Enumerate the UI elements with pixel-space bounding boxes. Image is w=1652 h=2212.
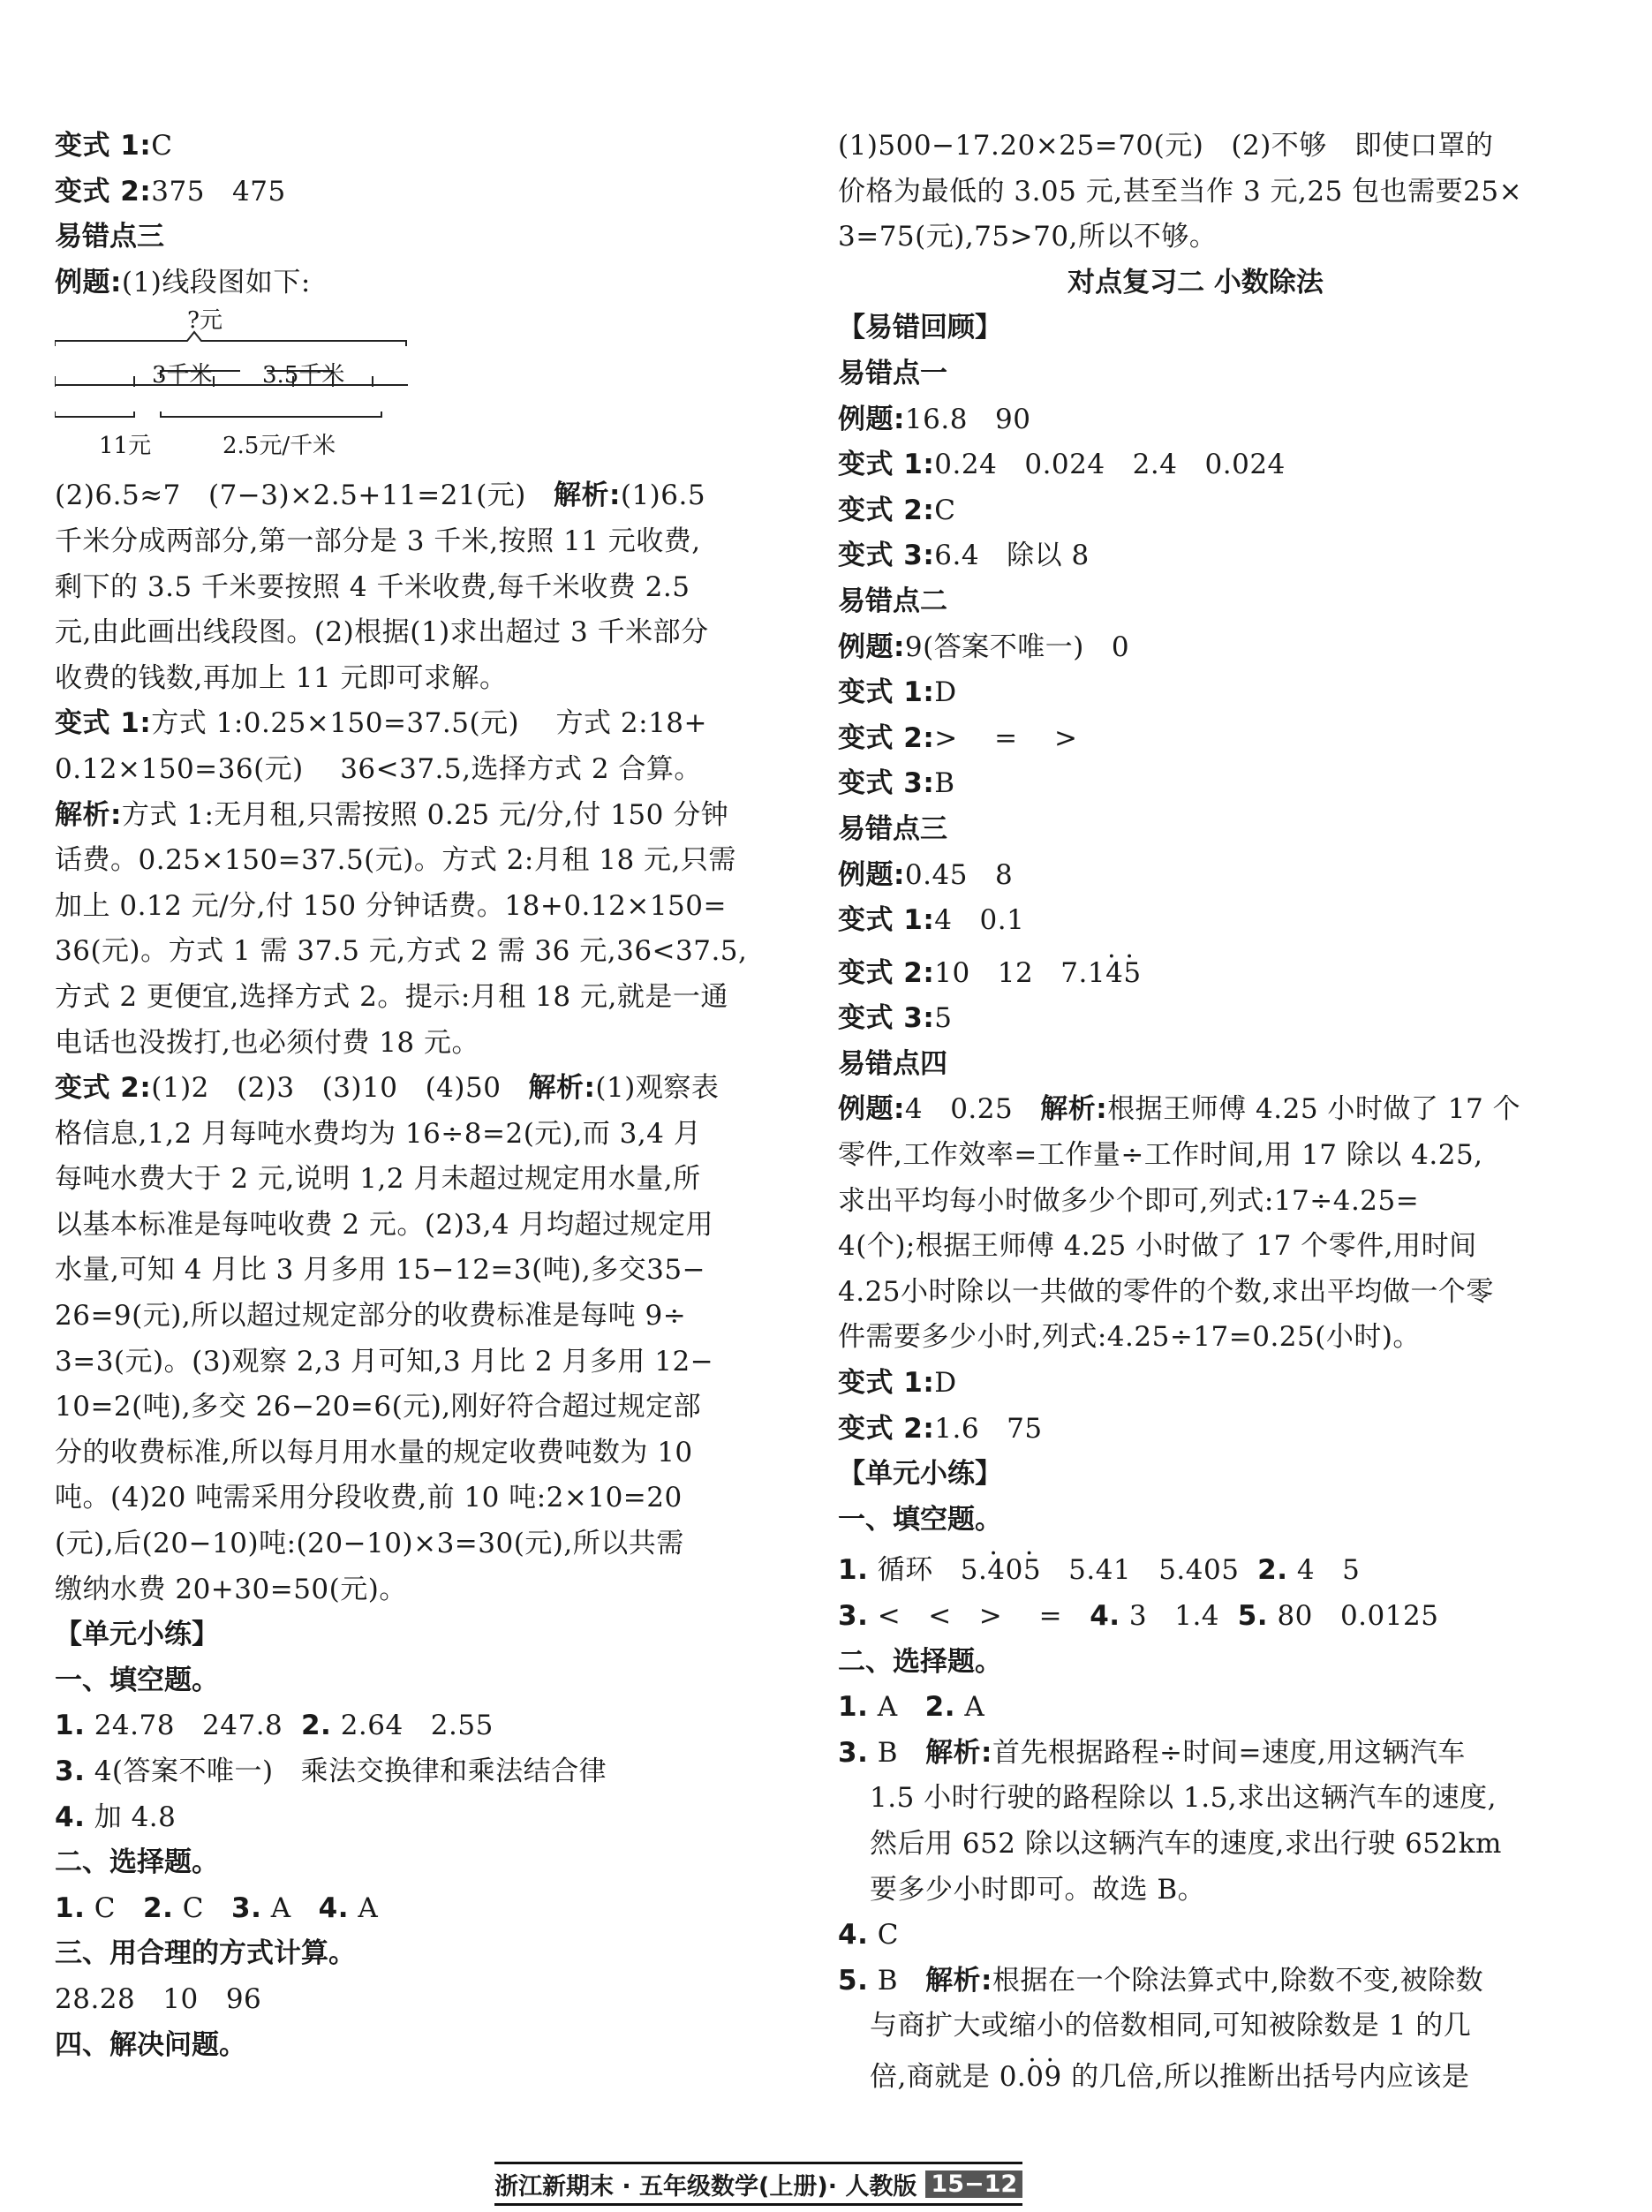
repeating-digit: · 5: [1023, 1554, 1041, 1586]
line: 千米分成两部分,第一部分是 3 千米,按照 11 元收费,: [55, 525, 701, 557]
page-footer: [494, 2162, 1022, 2206]
repeating-digit: · 9: [1045, 2061, 1062, 2093]
page-number: 15−12: [925, 2170, 1022, 2198]
line: 4.25小时除以一共做的零件的个数,求出平均做一个零: [838, 1275, 1494, 1308]
text: 根据王师傅 4.25 小时做了 17 个: [1107, 1093, 1521, 1126]
answer: D: [934, 1367, 957, 1400]
line: 缴纳水费 20+30=50(元)。: [55, 1573, 407, 1605]
line: [838, 1959, 1553, 2004]
label: 变式 1:: [55, 130, 152, 162]
line: [838, 1913, 1553, 1959]
label: 解析:: [528, 1072, 596, 1105]
line: 28.28 10 96: [55, 1982, 262, 2015]
label: 例题:: [838, 1093, 905, 1126]
text: A: [868, 1691, 925, 1724]
label: 例题:: [838, 403, 905, 435]
line: 36(元)。方式 1 需 37.5 元,方式 2 需 36 元,36<37.5,: [55, 935, 748, 968]
footer-title: 浙江新期末 · 五年级数学(上册)· 人教版: [494, 2172, 917, 2201]
answer: > = >: [934, 721, 1078, 754]
line-segment-diagram: [55, 306, 461, 473]
text: 5.41 5.405: [1041, 1554, 1258, 1587]
text: C: [85, 1891, 143, 1924]
line: [838, 1594, 1553, 1640]
num: 4.: [55, 1801, 86, 1833]
text: < < > =: [868, 1600, 1090, 1632]
label: 例题:: [55, 266, 122, 298]
line: [838, 951, 1553, 997]
section-heading: 二、选择题。: [55, 1846, 219, 1879]
line: [55, 701, 761, 747]
num: 3.: [838, 1736, 869, 1769]
text: 0: [1005, 1554, 1023, 1587]
repeating-digit: · 4: [987, 1554, 1005, 1586]
line: [838, 853, 1553, 899]
answer: D: [934, 676, 957, 709]
text: 2.64 2.55: [331, 1710, 494, 1742]
diagram-label: 2.5元/千米: [223, 433, 336, 460]
num: 5.: [838, 1964, 869, 1997]
section-heading: 一、填空题。: [55, 1664, 219, 1696]
text: A: [955, 1691, 985, 1724]
answer: B: [934, 767, 955, 800]
num: 3.: [55, 1755, 86, 1787]
answer: (1)线段图如下:: [121, 266, 311, 298]
text: 倍,商就是 0.: [870, 2060, 1027, 2093]
line: [838, 1548, 1553, 1594]
line: [838, 1361, 1553, 1407]
answer: 0.45 8: [904, 858, 1014, 891]
right-column: [838, 124, 1553, 2101]
text: 80 0.0125: [1268, 1600, 1439, 1632]
answer: 10 12 7.1: [934, 956, 1106, 989]
section-heading: 【单元小练】: [838, 1458, 1002, 1491]
repeating-digit: · 4: [1105, 957, 1123, 989]
line: [838, 397, 1553, 443]
line: [838, 996, 1553, 1042]
label: 例题:: [838, 858, 905, 891]
line: [838, 442, 1553, 488]
line: 分的收费标准,所以每月用水量的规定收费吨数为 10: [55, 1436, 693, 1468]
line: 10=2(吨),多交 26−20=6(元),刚好符合超过规定部: [55, 1391, 702, 1423]
diagram-label: 3千米: [152, 362, 213, 389]
text: (2)6.5≈7 (7−3)×2.5+11=21(元): [55, 479, 554, 512]
label: 变式 3:: [838, 767, 935, 800]
text: C: [173, 1891, 231, 1924]
line: 3=3(元)。(3)观察 2,3 月可知,3 月比 2 月多用 12−: [55, 1345, 714, 1378]
section-heading: 【单元小练】: [55, 1619, 219, 1651]
label: 例题:: [838, 630, 905, 663]
label: 变式 3:: [838, 1002, 935, 1035]
text: (1)观察表: [595, 1072, 720, 1105]
line: [55, 1795, 761, 1841]
text: 方式 1:0.25×150=37.5(元) 方式 2:18+: [151, 707, 707, 740]
line: 与商扩大或缩小的倍数相同,可知被除数是 1 的几: [870, 2010, 1472, 2042]
label: 解析:: [55, 798, 122, 831]
answer: 375 475: [151, 175, 286, 208]
answer: 0.24 0.024 2.4 0.024: [934, 449, 1286, 481]
line: 件需要多少小时,列式:4.25÷17=0.25(小时)。: [838, 1321, 1421, 1354]
line: 0.12×150=36(元) 36<37.5,选择方式 2 合算。: [55, 752, 702, 785]
line: 3=75(元),75>70,所以不够。: [838, 221, 1218, 253]
line: [838, 625, 1553, 671]
num: 2.: [924, 1691, 956, 1724]
line: 剩下的 3.5 千米要按照 4 千米收费,每千米收费 2.5: [55, 570, 690, 603]
line: [838, 1731, 1553, 1777]
line: 吨。(4)20 吨需采用分段收费,前 10 吨:2×10=20: [55, 1482, 683, 1514]
line: [838, 1685, 1553, 1731]
answer: 4 0.25: [904, 1093, 1041, 1126]
line: 要多少小时即可。故选 B。: [870, 1873, 1206, 1906]
line: 以基本标准是每吨收费 2 元。(2)3,4 月均超过规定用: [55, 1208, 713, 1241]
label: 变式 2:: [838, 1412, 935, 1445]
label: 变式 1:: [838, 904, 935, 937]
line: 26=9(元),所以超过规定部分的收费标准是每吨 9÷: [55, 1300, 687, 1332]
label: 变式 1:: [838, 449, 935, 481]
label: 变式 2:: [838, 494, 935, 526]
line: [55, 793, 761, 839]
section-heading: 二、选择题。: [838, 1645, 1002, 1678]
answer: C: [934, 494, 956, 526]
label: 变式 2:: [55, 1072, 152, 1105]
line: [55, 473, 761, 519]
answer: 16.8 90: [904, 403, 1031, 435]
repeating-digit: · 0: [1026, 2061, 1044, 2093]
line: 价格为最低的 3.05 元,甚至当作 3 元,25 包也需要25×: [838, 175, 1523, 208]
section-heading: 四、解决问题。: [55, 2028, 246, 2061]
label: 变式 1:: [838, 1367, 935, 1400]
line: 话费。0.25×150=37.5(元)。方式 2:月租 18 元,只需: [55, 844, 736, 877]
line: [838, 2055, 1553, 2101]
num: 2.: [300, 1710, 332, 1742]
line: 求出平均每小时做多少个即可,列式:17÷4.25=: [838, 1184, 1420, 1217]
label: 变式 2:: [838, 956, 935, 989]
label: 变式 3:: [838, 540, 935, 572]
line: [55, 1703, 761, 1749]
line: 收费的钱数,再加上 11 元即可求解。: [55, 661, 508, 694]
label: 解析:: [925, 1964, 992, 1997]
answer: 6.4 除以 8: [934, 540, 1090, 572]
answer: 9(答案不唯一) 0: [904, 630, 1130, 663]
label: 解析:: [1040, 1093, 1108, 1126]
line: 然后用 652 除以这辆汽车的速度,求出行驶 652km: [870, 1827, 1502, 1860]
line: [55, 1066, 761, 1112]
line: 加上 0.12 元/分,付 150 分钟话费。18+0.12×150=: [55, 889, 727, 922]
line: [838, 670, 1553, 716]
answer: 5: [934, 1002, 953, 1035]
text: A: [349, 1891, 379, 1924]
line: [838, 488, 1553, 534]
diagram-label: 3.5千米: [262, 362, 345, 389]
section-heading: 三、用合理的方式计算。: [55, 1937, 356, 1970]
num: 1.: [838, 1691, 869, 1724]
text: 4(答案不唯一) 乘法交换律和乘法结合律: [85, 1755, 607, 1787]
line: 电话也没拨打,也必须付费 18 元。: [55, 1026, 480, 1059]
text: 方式 1:无月租,只需按照 0.25 元/分,付 150 分钟: [121, 798, 729, 831]
num: 1.: [55, 1891, 86, 1924]
text: B: [868, 1964, 926, 1997]
answer: 1.6 75: [934, 1412, 1043, 1445]
text: 3 1.4: [1120, 1600, 1238, 1632]
text: 循环 5.: [868, 1554, 988, 1587]
chapter-title: 对点复习二 小数除法: [1067, 266, 1324, 298]
text: (1)6.5: [620, 479, 706, 512]
label: 解析:: [925, 1736, 992, 1769]
text: C: [868, 1919, 899, 1952]
line: 4(个);根据王师傅 4.25 小时做了 17 个零件,用时间: [838, 1230, 1477, 1263]
text: (1)2 (2)3 (3)10 (4)50: [151, 1072, 529, 1105]
section-heading: 易错点三: [55, 221, 164, 253]
num: 4.: [1090, 1600, 1120, 1632]
answer: C: [151, 130, 173, 162]
num: 4.: [838, 1919, 869, 1952]
text: B: [868, 1736, 926, 1769]
num: 2.: [1257, 1554, 1288, 1587]
num: 2.: [143, 1891, 174, 1924]
text: 根据在一个除法算式中,除数不变,被除数: [992, 1964, 1484, 1997]
line: (1)500−17.20×25=70(元) (2)不够 即使口罩的: [838, 130, 1494, 162]
num: 1.: [838, 1554, 869, 1587]
line: 方式 2 更便宜,选择方式 2。提示:月租 18 元,就是一通: [55, 980, 728, 1013]
text: A: [261, 1891, 319, 1924]
line: 零件,工作效率=工作量÷工作时间,用 17 除以 4.25,: [838, 1139, 1483, 1172]
text: 加 4.8: [85, 1801, 177, 1833]
text: 首先根据路程÷时间=速度,用这辆汽车: [992, 1736, 1466, 1769]
num: 4.: [318, 1891, 350, 1924]
line: [838, 898, 1553, 944]
num: 5.: [1237, 1600, 1269, 1632]
line: [55, 1886, 761, 1932]
section-heading: 易错点二: [838, 585, 947, 617]
line: [838, 1087, 1553, 1133]
answer: 4 0.1: [934, 904, 1025, 937]
num: 3.: [838, 1600, 869, 1632]
line: 1.5 小时行驶的路程除以 1.5,求出这辆汽车的速度,: [870, 1782, 1497, 1815]
section-heading: 易错点三: [838, 812, 947, 845]
line: [55, 1749, 761, 1795]
line: [55, 260, 761, 306]
left-column: [55, 124, 761, 2068]
line: (元),后(20−10)吨:(20−10)×3=30(元),所以共需: [55, 1528, 684, 1560]
label: 变式 2:: [55, 175, 152, 208]
label: 解析:: [553, 479, 621, 512]
text: 4 5: [1287, 1554, 1361, 1587]
diagram-label: 11元: [99, 433, 152, 460]
label: 变式 1:: [838, 676, 935, 709]
line: [838, 761, 1553, 807]
num: 1.: [55, 1710, 86, 1742]
section-heading: 易错点四: [838, 1047, 947, 1080]
repeating-digit: · 5: [1123, 957, 1141, 989]
line: [838, 533, 1553, 579]
section-heading: 【易错回顾】: [838, 312, 1002, 344]
label: 变式 1:: [55, 707, 152, 740]
label: 变式 2:: [838, 721, 935, 754]
section-heading: 易错点一: [838, 357, 947, 389]
line: [55, 124, 761, 170]
line: [838, 716, 1553, 762]
diagram-label: ?元: [187, 307, 223, 335]
line: 格信息,1,2 月每吨水费均为 16÷8=2(元),而 3,4 月: [55, 1117, 702, 1150]
line: [55, 170, 761, 215]
line: [838, 1407, 1553, 1453]
line: 元,由此画出线段图。(2)根据(1)求出超过 3 千米部分: [55, 616, 709, 649]
line: 每吨水费大于 2 元,说明 1,2 月未超过规定用水量,所: [55, 1163, 701, 1196]
num: 3.: [231, 1891, 262, 1924]
section-heading: 一、填空题。: [838, 1503, 1002, 1536]
text: 24.78 247.8: [85, 1710, 301, 1742]
line: 水量,可知 4 月比 3 月多用 15−12=3(吨),多交35−: [55, 1254, 706, 1287]
text: 的几倍,所以推断出括号内应该是: [1061, 2060, 1470, 2093]
